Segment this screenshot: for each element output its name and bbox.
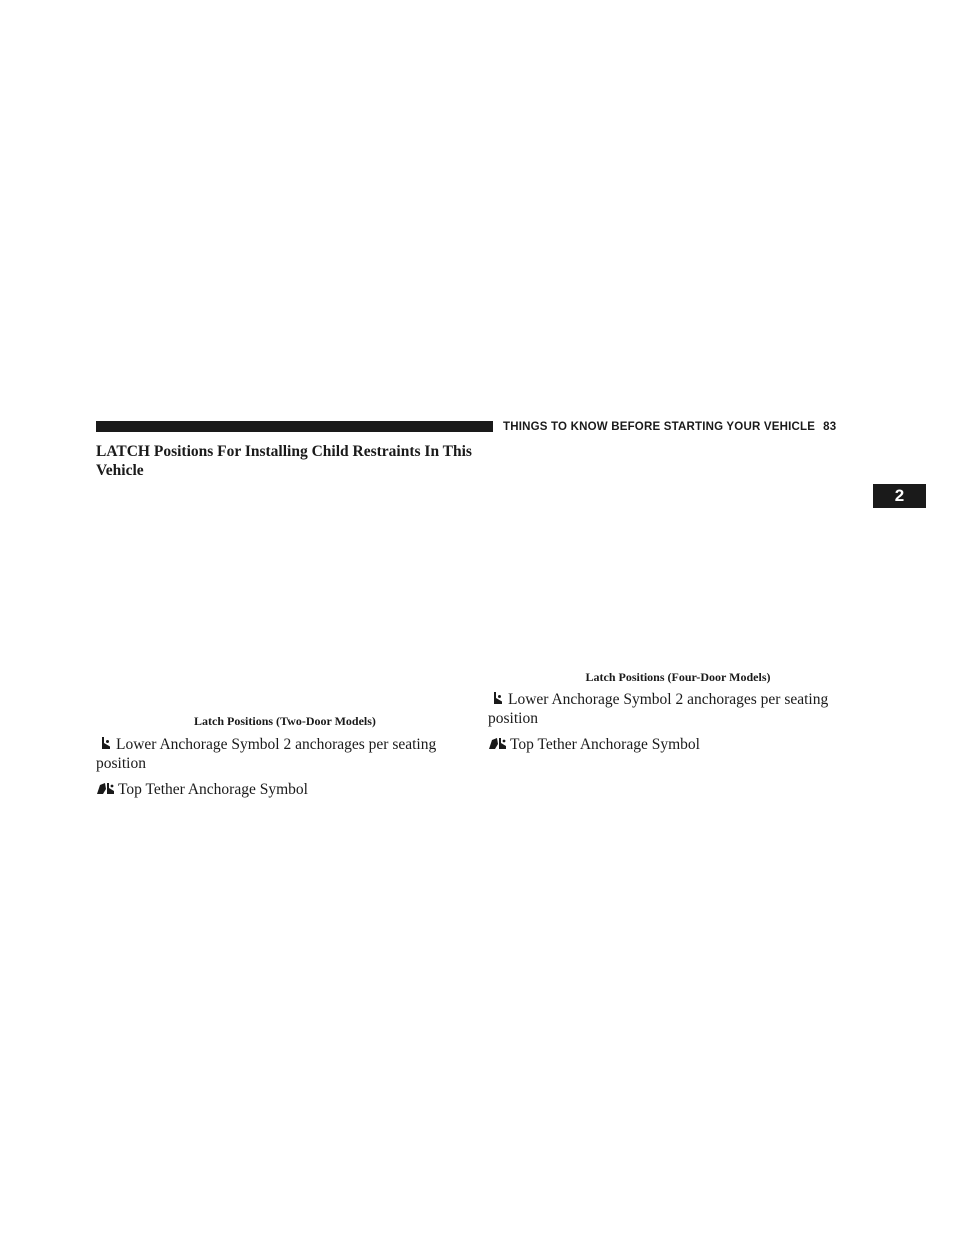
- section-title: LATCH Positions For Installing Child Restraints In This Vehicle: [96, 443, 472, 479]
- top-tether-icon: [96, 782, 116, 795]
- chapter-tab[interactable]: 2: [873, 484, 926, 508]
- page-number: 83: [823, 421, 837, 433]
- legend-text: Top Tether Anchorage Symbol: [510, 736, 700, 753]
- legend-item-top-tether: [488, 735, 868, 754]
- running-header-section: THINGS TO KNOW BEFORE STARTING YOUR VEHICLE: [503, 421, 816, 433]
- lower-anchorage-icon: [101, 737, 111, 750]
- legend-text: Top Tether Anchorage Symbol: [118, 781, 308, 798]
- top-tether-icon: [488, 737, 508, 750]
- lower-anchorage-icon: [493, 692, 503, 705]
- figure-caption-two-door: Latch Positions (Two-Door Models): [194, 714, 376, 728]
- figure-caption-four-door: Latch Positions (Four-Door Models): [585, 670, 771, 684]
- legend-item-lower-anchorage: [488, 690, 868, 728]
- legend-text: Lower Anchorage Symbol 2 anchorages per seating position: [488, 691, 829, 727]
- legend-text: Lower Anchorage Symbol 2 anchorages per seating position: [96, 736, 437, 772]
- header-rule: [96, 421, 493, 432]
- legend-item-top-tether: [96, 780, 476, 799]
- legend-item-lower-anchorage: [96, 735, 476, 773]
- running-header: [503, 419, 836, 435]
